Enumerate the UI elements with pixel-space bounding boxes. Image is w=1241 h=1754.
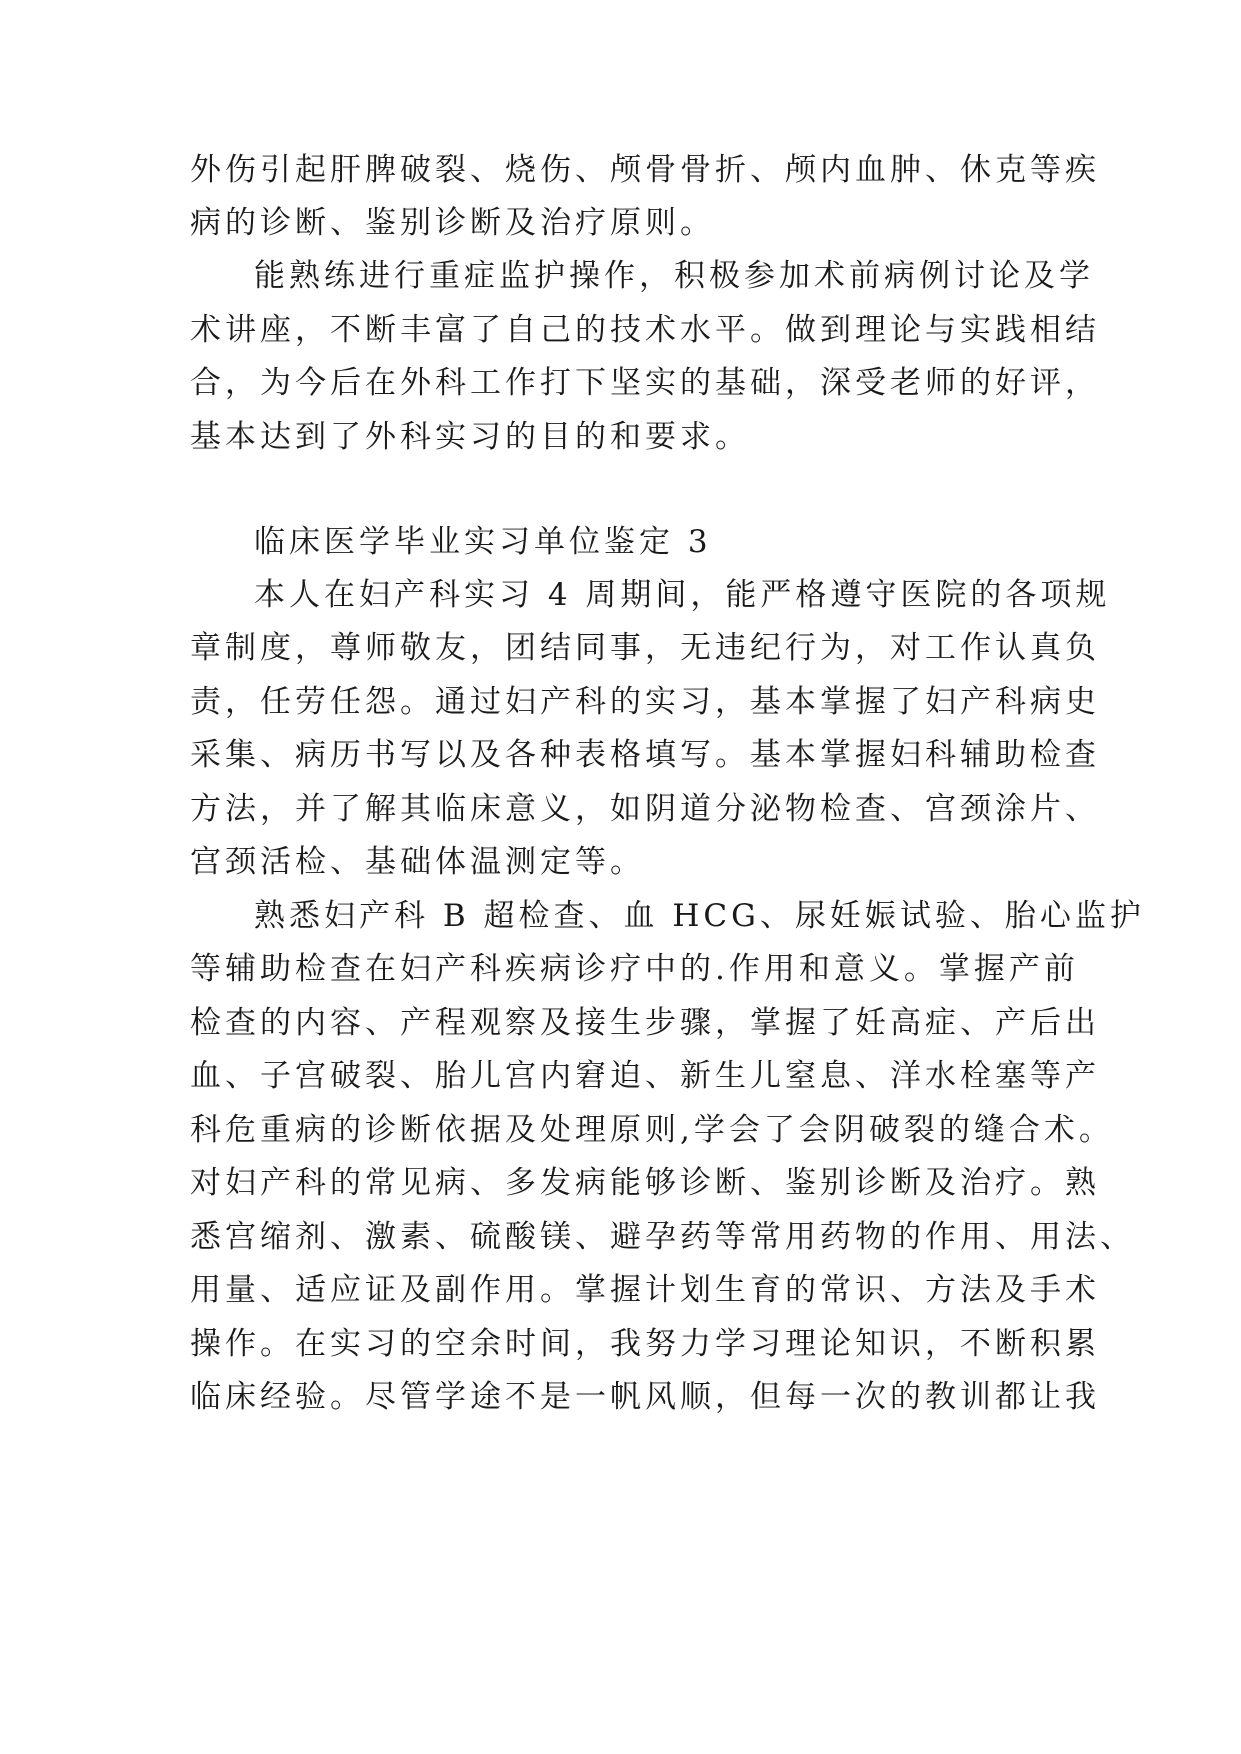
paragraph-line: 操作。在实习的空余时间，我努力学习理论知识，不断积累	[190, 1326, 1100, 1362]
paragraph-line: 临床经验。尽管学途不是一帆风顺，但每一次的教训都让我	[190, 1379, 1100, 1415]
paragraph-line: 科危重病的诊断依据及处理原则,学会了会阴破裂的缝合术。	[190, 1112, 1114, 1148]
paragraph-line: 病的诊断、鉴别诊断及治疗原则。	[190, 205, 715, 241]
paragraph-line: 本人在妇产科实习 4 周期间，能严格遵守医院的各项规	[254, 577, 1111, 613]
paragraph-line: 悉宫缩剂、激素、硫酸镁、避孕药等常用药物的作用、用法、	[190, 1219, 1135, 1255]
paragraph-line: 血、子宫破裂、胎儿宫内窘迫、新生儿窒息、洋水栓塞等产	[190, 1058, 1100, 1094]
paragraph-line: 熟悉妇产科 B 超检查、血 HCG、尿妊娠试验、胎心监护	[254, 898, 1145, 934]
paragraph-line: 方法，并了解其临床意义，如阴道分泌物检查、宫颈涂片、	[190, 791, 1100, 827]
paragraph-line: 基本达到了外科实习的目的和要求。	[190, 419, 750, 455]
paragraph-line: 用量、适应证及副作用。掌握计划生育的常识、方法及手术	[190, 1272, 1100, 1308]
paragraph-line: 外伤引起肝脾破裂、烧伤、颅骨骨折、颅内血肿、休克等疾	[190, 152, 1100, 188]
paragraph-line: 对妇产科的常见病、多发病能够诊断、鉴别诊断及治疗。熟	[190, 1165, 1100, 1201]
paragraph-line: 等辅助检查在妇产科疾病诊疗中的.作用和意义。掌握产前	[190, 951, 1079, 987]
paragraph-line: 宫颈活检、基础体温测定等。	[190, 844, 645, 880]
paragraph-line: 能熟练进行重症监护操作，积极参加术前病例讨论及学	[254, 258, 1094, 294]
paragraph-line: 责，任劳任怨。通过妇产科的实习，基本掌握了妇产科病史	[190, 684, 1100, 720]
paragraph-line: 采集、病历书写以及各种表格填写。基本掌握妇科辅助检查	[190, 737, 1100, 773]
section-title: 临床医学毕业实习单位鉴定 3	[254, 524, 712, 560]
paragraph-line: 合，为今后在外科工作打下坚实的基础，深受老师的好评，	[190, 365, 1100, 401]
paragraph-line: 检查的内容、产程观察及接生步骤，掌握了妊高症、产后出	[190, 1005, 1100, 1041]
paragraph-line: 术讲座，不断丰富了自己的技术水平。做到理论与实践相结	[190, 312, 1100, 348]
paragraph-line: 章制度，尊师敬友，团结同事，无违纪行为，对工作认真负	[190, 630, 1100, 666]
